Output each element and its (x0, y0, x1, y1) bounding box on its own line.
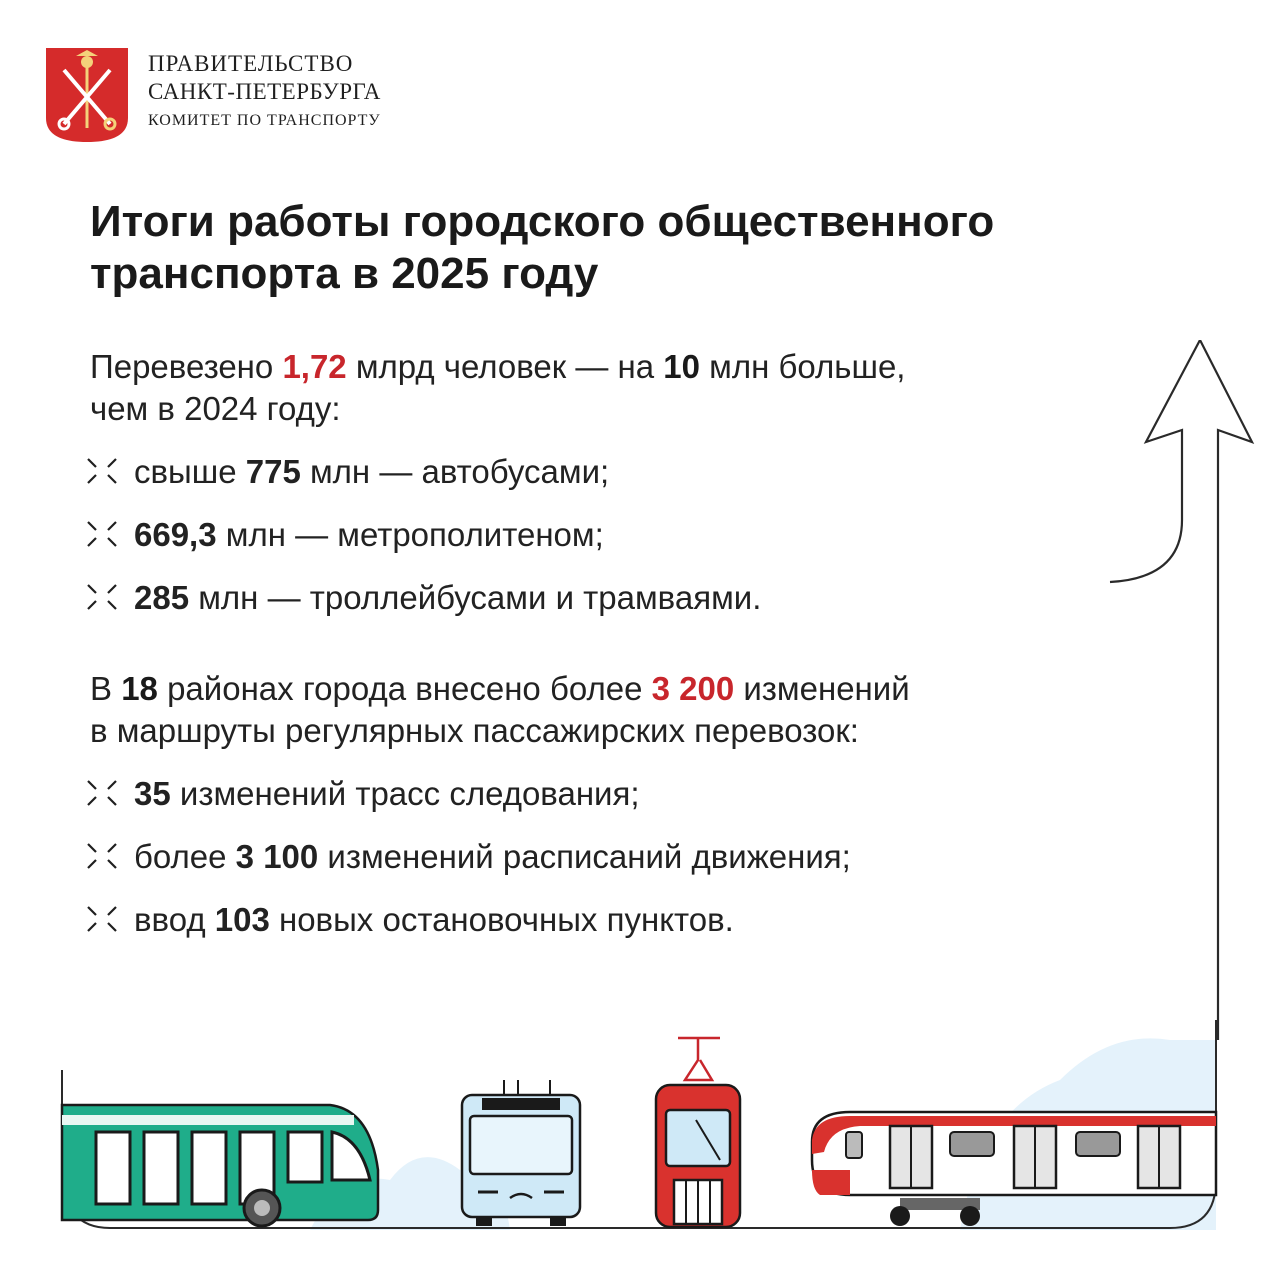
item-number: 285 (134, 579, 190, 616)
list-item (86, 774, 640, 814)
list-item (86, 452, 609, 492)
list-item (86, 837, 851, 877)
title-line-2: транспорта в 2025 году (90, 249, 599, 298)
item-number: 103 (214, 901, 270, 938)
text-span: млн больше, (699, 348, 906, 385)
gov-line-2: САНКТ-ПЕТЕРБУРГА (148, 79, 381, 104)
text-span: млрд человек — на (346, 348, 664, 385)
text-span: районах города внесено более (157, 670, 652, 707)
tram-icon (656, 1038, 740, 1227)
header (46, 48, 466, 144)
marker-icon (86, 777, 118, 809)
text-span: изменений трасс следования; (170, 775, 640, 812)
text-span: изменений (734, 670, 910, 707)
text-span: изменений расписаний движения; (318, 838, 851, 875)
text-span: свыше (134, 453, 246, 490)
gov-line-3: КОМИТЕТ ПО ТРАНСПОРТУ (148, 112, 381, 129)
text-span: новых остановочных пунктов. (269, 901, 734, 938)
passengers-total: 1,72 (282, 348, 347, 385)
item-number: 669,3 (134, 516, 217, 553)
bus-icon (62, 1105, 378, 1226)
text-span: млн — троллейбусами и трамваями. (189, 579, 762, 616)
list-item (86, 900, 734, 940)
marker-icon (86, 903, 118, 935)
text-span: ввод (134, 901, 215, 938)
crest-icon (46, 48, 128, 142)
page-title (90, 196, 1170, 300)
item-number: 3 100 (235, 838, 319, 875)
passengers-line-2: чем в 2024 году: (90, 390, 341, 427)
marker-icon (86, 581, 118, 613)
routes-line-1 (90, 668, 1130, 710)
passengers-line-1 (90, 346, 1130, 388)
list-item (86, 515, 604, 555)
passengers-delta: 10 (663, 348, 700, 385)
marker-icon (86, 455, 118, 487)
passengers-paragraph (90, 346, 1130, 430)
title-line-1: Итоги работы городского общественного (90, 197, 995, 246)
list-item (86, 578, 761, 618)
marker-icon (86, 840, 118, 872)
text-span: млн — автобусами; (300, 453, 610, 490)
text-span: более (134, 838, 236, 875)
trolleybus-icon (462, 1080, 580, 1226)
text-span: В (90, 670, 122, 707)
item-number: 775 (245, 453, 301, 490)
districts-count: 18 (121, 670, 158, 707)
vehicles-illustration (60, 1020, 1220, 1240)
item-number: 35 (134, 775, 171, 812)
text-span: млн — метрополитеном; (216, 516, 604, 553)
routes-line-2: в маршруты регулярных пассажирских перевозок: (90, 712, 859, 749)
routes-paragraph (90, 668, 1130, 752)
text-span: Перевезено (90, 348, 283, 385)
marker-icon (86, 518, 118, 550)
gov-line-1: ПРАВИТЕЛЬСТВО (148, 51, 354, 76)
government-name (148, 50, 381, 134)
changes-count: 3 200 (651, 670, 735, 707)
